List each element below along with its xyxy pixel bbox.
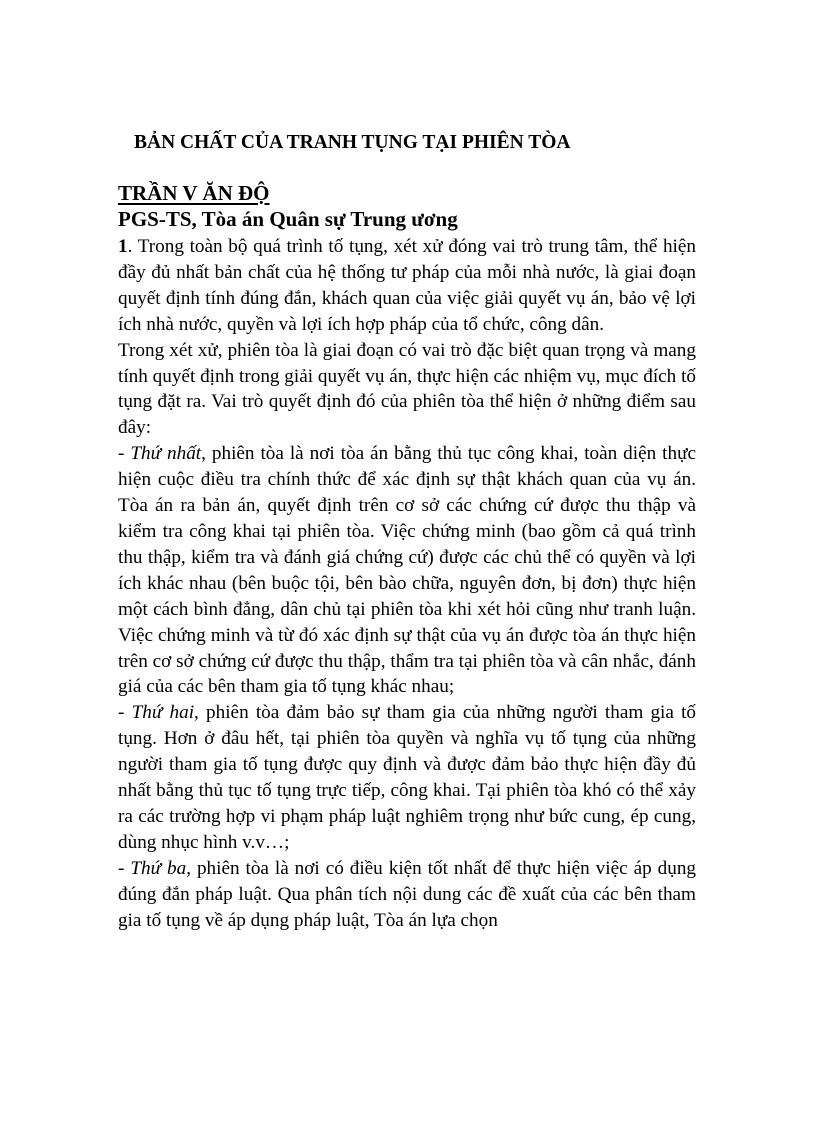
document-body [118,234,696,933]
paragraph-text: Trong xét xử, phiên tòa là giai đoạn có vai trò đặc biệt quan trọng và mang tính quyết định trong giải quyết vụ án, thực hiện các nhiệm vụ, mục đích tố tụng đặt ra. Vai trò quyết định đó của phiên tòa thể hiện ở những điểm sau đây: [118,339,696,439]
paragraph-number: 1 [118,236,128,257]
list-dash: - [118,857,131,879]
point-heading: Thứ nhất [130,443,202,465]
paragraph-text: , phiên tòa là nơi tòa án bằng thủ tục công khai, toàn diện thực hiện cuộc điều tra chính thức để xác định sự thật khách quan của vụ án. Tòa án ra bản án, quyết định trên cơ sở các chứng cứ được thu thập và kiểm tra công khai tại phiên tòa. Việc chứng minh (bao gồm cả quá trình thu thập, kiểm tra và đánh giá chứng cứ) được các chủ thể có quyền và lợi ích khác nhau (bên buộc tội, bên bào chữa, nguyên đơn, bị đơn) thực hiện một cách bình đẳng, dân chủ tại phiên tòa khi xét hỏi cũng như tranh luận. Việc chứng minh và từ đó xác định sự thật của vụ án được tòa án thực hiện trên cơ sở chứng cứ được thu thập, thẩm tra tại phiên tòa và cân nhắc, đánh giá của các bên tham gia tố tụng khác nhau; [118,443,697,698]
paragraph-text: , phiên tòa là nơi có điều kiện tốt nhất để thực hiện việc áp dụng đúng đắn pháp luật. Qua phân tích nội dung các đề xuất của các bên tham gia tố tụng về áp dụng pháp luật, Tòa án lựa chọn [118,857,697,931]
paragraph-text: , phiên tòa đảm bảo sự tham gia của những người tham gia tố tụng. Hơn ở đâu hết, tại phiên tòa quyền và nghĩa vụ tố tụng của những người tham gia tố tụng được quy định và được đảm bảo thực hiện đầy đủ nhất bằng thủ tục tố tụng trực tiếp, công khai. Tại phiên tòa khó có thể xảy ra các trường hợp vi phạm pháp luật nghiêm trọng như bức cung, ép cung, dùng nhục hình v.v…; [118,702,697,853]
paragraph-1 [118,234,696,338]
paragraph-2 [118,338,696,442]
paragraph-third-point [118,856,696,934]
author-name: TRẦN V ĂN ĐỘ [118,181,270,205]
list-dash: - [118,702,132,724]
author-affiliation: PGS-TS, Tòa án Quân sự Trung ương [118,207,458,231]
list-dash: - [118,443,131,465]
paragraph-second-point [118,700,696,855]
paragraph-text: . Trong toàn bộ quá trình tố tụng, xét xử đóng vai trò trung tâm, thể hiện đầy đủ nhất bản chất của hệ thống tư pháp của mỗi nhà nước, là giai đoạn quyết định tính đúng đắn, khách quan của việc giải quyết vụ án, bảo vệ lợi ích nhà nước, quyền và lợi ích hợp pháp của tổ chức, công dân. [118,236,696,335]
point-heading: Thứ hai [131,702,195,724]
point-heading: Thứ ba [130,857,187,879]
paragraph-first-point [118,441,696,700]
document-title: BẢN CHẤT CỦA TRANH TỤNG TẠI PHIÊN TÒA [134,132,571,153]
